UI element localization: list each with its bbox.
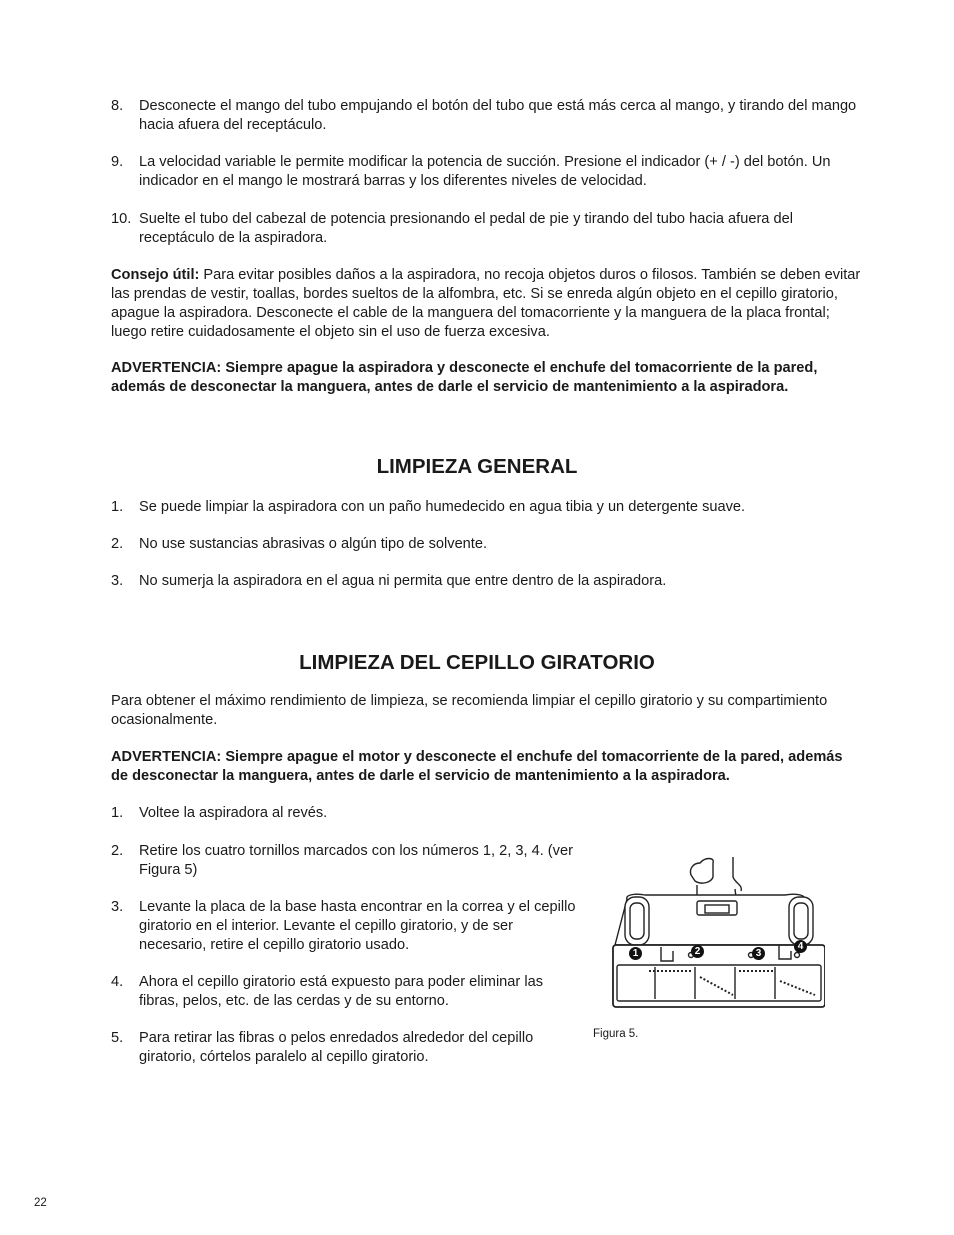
vacuum-underside-illustration [605,855,825,1015]
screw-marker-2: 2 [691,945,704,958]
list-number: 2. [111,536,124,552]
warning-paragraph: ADVERTENCIA: Siempre apague el motor y desconecte el enchufe del tomacorriente de la pared, además de desconectar la manguera, antes de darle el servicio de mantenimiento a la aspiradora. [111,749,843,784]
list-text: Voltee la aspiradora al revés. [139,805,328,821]
list-text: Se puede limpiar la aspiradora con un paño humedecido en agua tibia y un detergente suave. [139,499,746,515]
list-text: Ahora el cepillo giratorio está expuesto para poder eliminar las fibras, pelos, etc. de las cerdas y de su entorno. [139,974,543,1009]
list-number: 10. [111,211,132,227]
list-number: 1. [111,499,124,515]
screw-marker-3: 3 [752,947,765,960]
list-text: Para retirar las fibras o pelos enredados alrededor del cepillo giratorio, córtelos paralelo al cepillo giratorio. [139,1030,534,1065]
list-text: No use sustancias abrasivas o algún tipo de solvente. [139,536,488,552]
section-title-general-cleaning: LIMPIEZA GENERAL [376,455,578,478]
list-number: 2. [111,843,124,859]
list-number: 3. [111,573,124,589]
section-title-brushroll-cleaning: LIMPIEZA DEL CEPILLO GIRATORIO [299,651,655,674]
list-number: 4. [111,974,124,990]
list-number: 5. [111,1030,124,1046]
list-text: Retire los cuatro tornillos marcados con los números 1, 2, 3, 4. (ver Figura 5) [139,843,573,878]
screw-marker-4: 4 [794,940,807,953]
warning-paragraph: ADVERTENCIA: Siempre apague la aspiradora y desconecte el enchufe del tomacorriente de la pared, además de desconectar la manguera, antes de darle el servicio de mantenimiento a la aspiradora. [111,360,818,395]
list-text: Suelte el tubo del cabezal de potencia presionando el pedal de pie y tirando del tubo hacia afuera del receptáculo de la aspiradora. [139,211,793,246]
figure-caption: Figura 5. [593,1028,639,1040]
screw-marker-1: 1 [629,947,642,960]
list-text: Desconecte el mango del tubo empujando el botón del tubo que está más cerca al mango, y tirando del mango hacia afuera del receptáculo. [139,98,857,133]
intro-paragraph: Para obtener el máximo rendimiento de limpieza, se recomienda limpiar el cepillo giratorio y su compartimiento ocasionalmente. [111,693,828,728]
tip-paragraph [111,266,863,342]
tip-text: Para evitar posibles daños a la aspiradora, no recoja objetos duros o filosos. También se deben evitar las prendas de vestir, toallas, bordes sueltos de la alfombra, etc. Si se enreda algún objeto en el cepillo giratorio, apague la aspiradora. Desconecte el cable de la manguera del tomacorriente y la manguera de la placa frontal; luego retire cuidadosamente el objeto sin el uso de fuerza excesiva. [111,267,861,340]
page-number: 22 [34,1197,47,1209]
list-text: La velocidad variable le permite modificar la potencia de succión. Presione el indicador (+ / -) del botón. Un indicador en el mango le mostrará barras y los diferentes niveles de velocidad. [139,154,831,189]
list-text: No sumerja la aspiradora en el agua ni permita que entre dentro de la aspiradora. [139,573,667,589]
tip-label: Consejo útil: [111,267,200,283]
list-number: 9. [111,154,124,170]
list-number: 3. [111,899,124,915]
list-number: 1. [111,805,124,821]
list-text: Levante la placa de la base hasta encontrar en la correa y el cepillo giratorio en el interior. Levante el cepillo giratorio, y de ser necesario, retire el cepillo giratorio usado. [139,899,576,953]
list-number: 8. [111,98,124,114]
